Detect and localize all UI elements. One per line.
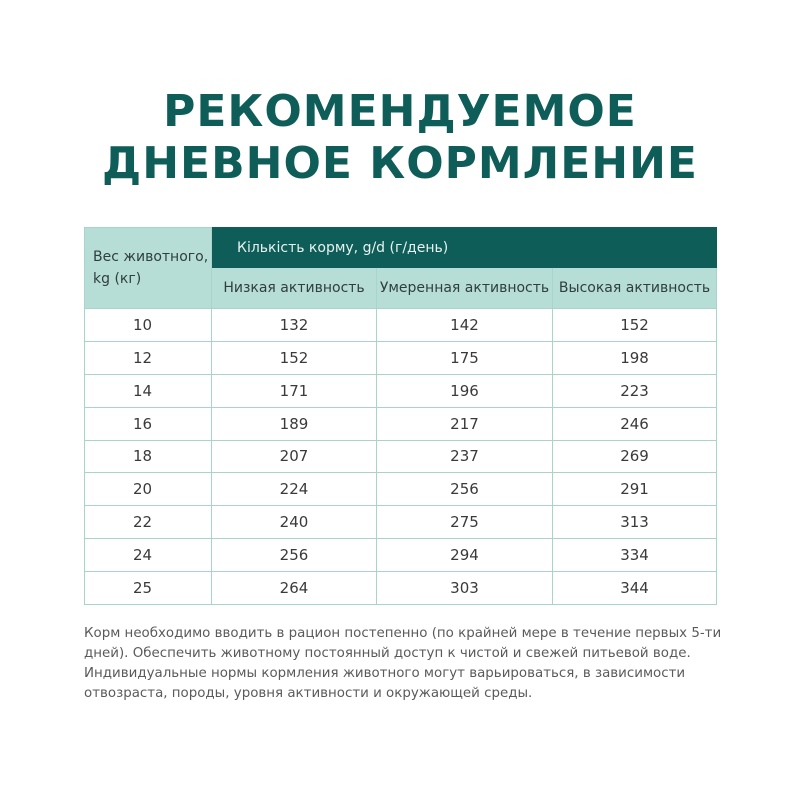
weight-cell: 18 [85,440,212,473]
table-row [85,539,717,572]
low-activity-cell: 171 [212,374,377,407]
moderate-activity-cell: 175 [377,341,553,374]
moderate-activity-cell: 237 [377,440,553,473]
title-line-2: ДНЕВНОЕ КОРМЛЕНИЕ [102,138,698,189]
table-row [85,506,717,539]
low-activity-cell: 256 [212,539,377,572]
weight-cell: 25 [85,572,212,605]
low-activity-cell: 152 [212,341,377,374]
page-title [0,86,800,190]
table-row [85,309,717,342]
moderate-activity-cell: 294 [377,539,553,572]
weight-cell: 20 [85,473,212,506]
high-activity-cell: 313 [553,506,717,539]
low-activity-cell: 240 [212,506,377,539]
table-row [85,341,717,374]
weight-cell: 22 [85,506,212,539]
weight-cell: 10 [85,309,212,342]
low-activity-cell: 189 [212,407,377,440]
high-activity-cell: 334 [553,539,717,572]
high-activity-cell: 291 [553,473,717,506]
table-row [85,473,717,506]
moderate-activity-cell: 217 [377,407,553,440]
weight-cell: 14 [85,374,212,407]
feeding-note: Корм необходимо вводить в рацион постепенно (по крайней мере в течение первых 5-ти дней). Обеспечить животному постоянный доступ к чистой и свежей питьевой воде. Индивидуальные нормы кормления животного могут варьироваться, в зависимости отвозраста, породы, уровня активности и окружающей среды. [84,626,722,701]
amount-header: Кількість корму, g/d (г/день) [212,228,717,268]
table-row [85,407,717,440]
weight-cell: 16 [85,407,212,440]
low-activity-cell: 207 [212,440,377,473]
moderate-activity-cell: 196 [377,374,553,407]
high-activity-cell: 344 [553,572,717,605]
high-activity-header: Высокая активность [553,268,717,309]
moderate-activity-cell: 142 [377,309,553,342]
high-activity-cell: 223 [553,374,717,407]
high-activity-cell: 198 [553,341,717,374]
high-activity-cell: 269 [553,440,717,473]
table-row [85,374,717,407]
high-activity-cell: 246 [553,407,717,440]
table-row [85,440,717,473]
low-activity-cell: 264 [212,572,377,605]
moderate-activity-cell: 256 [377,473,553,506]
high-activity-cell: 152 [553,309,717,342]
title-line-1: РЕКОМЕНДУЕМОЕ [163,86,637,137]
low-activity-header: Низкая активность [212,268,377,309]
low-activity-cell: 224 [212,473,377,506]
weight-column-header: Вес животного, kg (кг) [85,228,212,309]
table-row [85,572,717,605]
weight-cell: 24 [85,539,212,572]
moderate-activity-cell: 275 [377,506,553,539]
weight-cell: 12 [85,341,212,374]
moderate-activity-cell: 303 [377,572,553,605]
feeding-table [84,227,717,605]
moderate-activity-header: Умеренная активность [377,268,553,309]
low-activity-cell: 132 [212,309,377,342]
